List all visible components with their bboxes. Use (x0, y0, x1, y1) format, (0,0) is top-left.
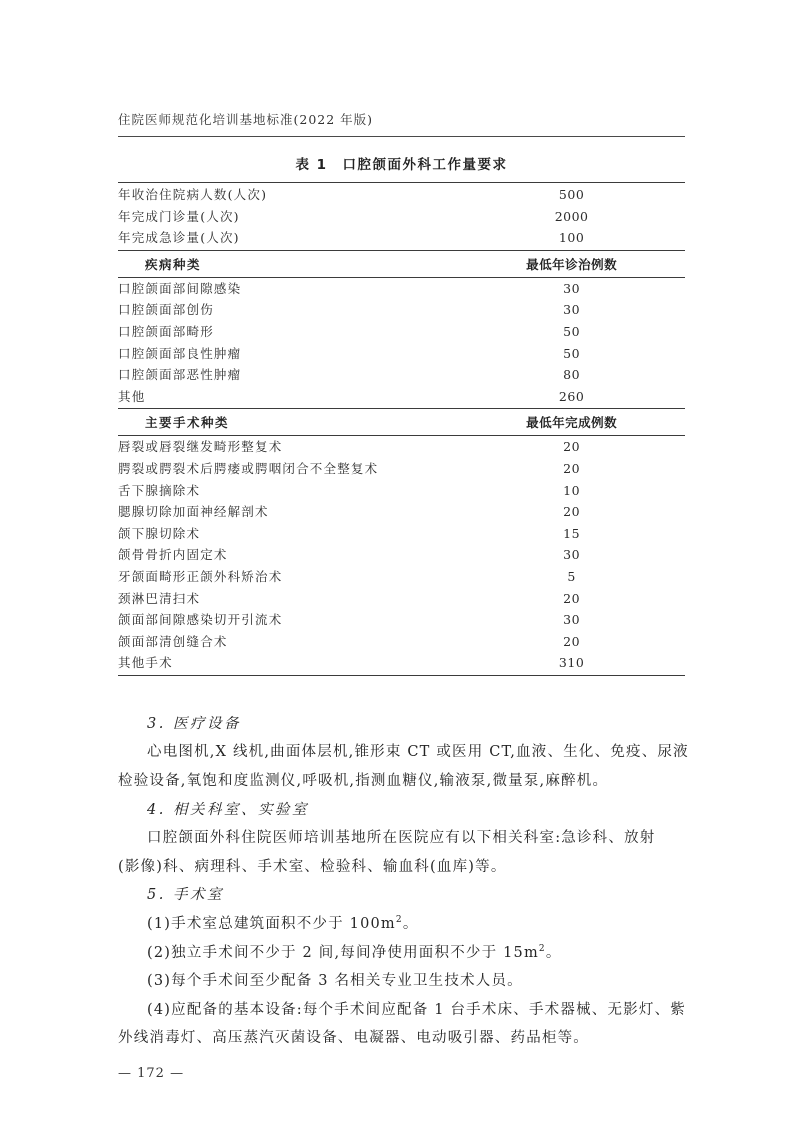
table-cell-value: 20 (563, 590, 581, 606)
table-row (118, 480, 685, 502)
body-line: (2)独立手术间不少于 2 间,每间净使用面积不少于 $15m^2$。 (147, 943, 562, 961)
table-cell-value: 20 (563, 633, 581, 649)
table-row (118, 588, 685, 610)
table-cell-value: 30 (563, 302, 581, 318)
body-line: (4)应配备的基本设备:每个手术间应配备 1 台手术床、手术器械、无影灯、紫 (147, 1001, 686, 1018)
table-cell-value: 20 (563, 439, 581, 455)
table-cell-label: 舌下腺摘除术 (118, 482, 201, 498)
table-cell-value: 50 (563, 323, 581, 339)
table-row (118, 631, 685, 653)
table-cell-label: 牙颌面畸形正颌外科矫治术 (118, 568, 283, 584)
workload-table (118, 182, 685, 676)
table-row (118, 609, 685, 631)
table-cell-value: 30 (563, 612, 581, 628)
table-header-row (118, 410, 685, 436)
table-cell-value: 10 (563, 482, 581, 498)
table-row (118, 386, 685, 408)
table-row (118, 436, 685, 458)
table-row (118, 566, 685, 588)
table-cell-label: 颌面部间隙感染切开引流术 (118, 612, 283, 628)
table-row (118, 278, 685, 300)
table-cell-label: 其他 (118, 388, 146, 404)
table-row (118, 184, 685, 206)
table-cell-value: 310 (558, 655, 585, 671)
table-row (118, 206, 685, 228)
table-cell-label: 年完成门诊量(人次) (118, 208, 240, 224)
table-row (118, 364, 685, 386)
body-line: 检验设备,氧饱和度监测仪,呼吸机,指测血糖仪,输液泵,微量泵,麻醉机。 (118, 773, 609, 790)
table-cell-label: 颌骨骨折内固定术 (118, 547, 228, 563)
table-cell-value: 500 (558, 187, 585, 202)
table-cell-label: 年完成急诊量(人次) (118, 230, 240, 246)
body-line: 心电图机,X 线机,曲面体层机,锥形束 CT 或医用 CT,血液、生化、免疫、尿液 (147, 744, 689, 761)
table-title: 表 1 口腔颌面外科工作量要求 (295, 157, 508, 173)
table-cell-label: 腮腺切除加面神经解剖术 (118, 504, 269, 520)
table-cell-value: 80 (563, 367, 581, 383)
table-cell-label: 疾病种类 (145, 256, 202, 272)
table-header-row (118, 252, 685, 278)
body-text (118, 710, 689, 1053)
body-heading-line: 5. 手术室 (147, 887, 224, 904)
table-cell-value: 最低年诊治例数 (526, 256, 618, 272)
table-cell-value: 30 (563, 280, 581, 296)
table-row (118, 544, 685, 566)
table-cell-value: 5 (567, 568, 576, 584)
table-section (118, 183, 685, 250)
table-cell-label: 口腔颌面部良性肿瘤 (118, 345, 242, 361)
table-cell-value: 50 (563, 345, 581, 361)
table-cell-label: 颌下腺切除术 (118, 525, 201, 541)
table-cell-value: 15 (563, 525, 581, 541)
table-cell-label: 其他手术 (118, 655, 173, 671)
table-cell-value: 最低年完成例数 (526, 415, 618, 431)
table-cell-label: 颌面部清创缝合术 (118, 633, 228, 649)
table-row (118, 299, 685, 321)
body-heading-line: 3. 医疗设备 (147, 715, 241, 732)
body-heading-line: 4. 相关科室、实验室 (147, 801, 309, 818)
table-cell-label: 唇裂或唇裂继发畸形整复术 (118, 439, 283, 455)
page-number: — 172 — (118, 1066, 185, 1081)
table-cell-value: 30 (563, 547, 581, 563)
table-cell-label: 口腔颌面部创伤 (118, 302, 214, 318)
table-row (118, 343, 685, 365)
table-row (118, 523, 685, 545)
table-cell-label: 口腔颌面部恶性肿瘤 (118, 367, 242, 383)
page-content (118, 112, 689, 1081)
body-line: (3)每个手术间至少配备 3 名相关专业卫生技术人员。 (147, 973, 523, 990)
table-row (118, 227, 685, 249)
table-row (118, 458, 685, 480)
body-line: 外线消毒灯、高压蒸汽灭菌设备、电凝器、电动吸引器、药品柜等。 (118, 1030, 589, 1047)
body-line: (1)手术室总建筑面积不少于 $100m^2$。 (147, 915, 419, 933)
table-cell-value: 260 (558, 388, 585, 404)
table-cell-value: 2000 (554, 208, 589, 224)
table-section (118, 408, 685, 675)
table-cell-label: 颈淋巴清扫术 (118, 590, 201, 606)
table-cell-label: 腭裂或腭裂术后腭瘘或腭咽闭合不全整复术 (118, 460, 379, 476)
table-cell-label: 口腔颌面部间隙感染 (118, 280, 242, 296)
table-row (118, 321, 685, 343)
table-section (118, 250, 685, 409)
table-cell-label: 口腔颌面部畸形 (118, 323, 214, 339)
table-cell-value: 20 (563, 460, 581, 476)
table-row (118, 501, 685, 523)
table-cell-value: 100 (558, 230, 585, 246)
table-cell-label: 主要手术种类 (145, 415, 230, 431)
body-line: (影像)科、病理科、手术室、检验科、输血科(血库)等。 (118, 858, 507, 875)
running-head: 住院医师规范化培训基地标准(2022 年版) (118, 112, 685, 137)
table-cell-value: 20 (563, 504, 581, 520)
table-cell-label: 年收治住院病人数(人次) (118, 187, 268, 202)
table-row (118, 652, 685, 674)
body-line: 口腔颌面外科住院医师培训基地所在医院应有以下相关科室:急诊科、放射 (147, 830, 656, 847)
